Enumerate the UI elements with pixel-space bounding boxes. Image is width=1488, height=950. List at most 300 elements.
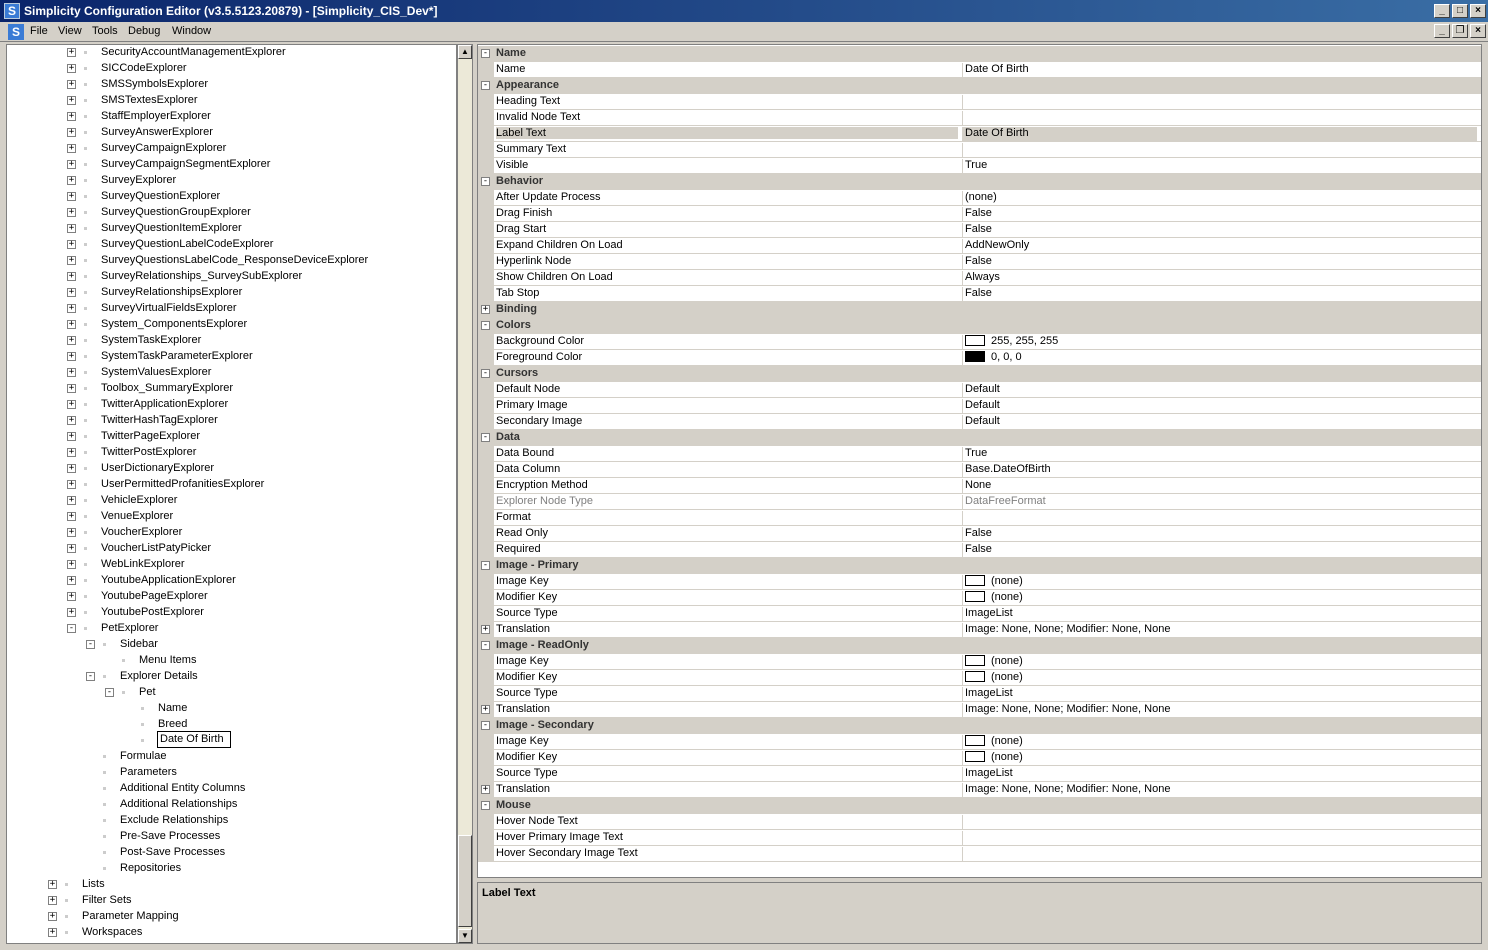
expand-icon[interactable]: + — [68, 495, 75, 505]
tree-node[interactable] — [7, 157, 456, 173]
tree-node[interactable] — [7, 845, 456, 861]
tree-node[interactable] — [7, 605, 456, 621]
property-name[interactable]: Summary Text — [496, 143, 567, 155]
property-name[interactable]: Heading Text — [496, 95, 561, 107]
property-name[interactable]: Explorer Node Type — [496, 495, 594, 507]
property-name[interactable]: Foreground Color — [496, 351, 583, 363]
property-category[interactable] — [478, 78, 1482, 94]
tree-scrollbar[interactable] — [457, 44, 473, 944]
property-name[interactable]: Tab Stop — [496, 287, 540, 299]
tree-node[interactable] — [7, 189, 456, 205]
expand-icon[interactable]: + — [68, 175, 75, 185]
collapse-icon[interactable]: - — [482, 368, 489, 378]
tree-node[interactable] — [7, 877, 456, 893]
property-value[interactable] — [962, 463, 1477, 478]
tree-node[interactable] — [7, 61, 456, 77]
tree-node-label[interactable]: PetExplorer — [101, 622, 159, 634]
property-row[interactable] — [478, 590, 1482, 606]
property-category[interactable] — [478, 558, 1482, 574]
scroll-down-icon[interactable]: ▼ — [458, 929, 472, 943]
explorer-tree[interactable] — [6, 44, 457, 944]
property-name[interactable]: Hyperlink Node — [496, 255, 572, 267]
expand-icon[interactable]: + — [68, 143, 75, 153]
expand-icon[interactable]: + — [68, 303, 75, 313]
property-row[interactable] — [478, 286, 1482, 302]
expand-icon[interactable]: + — [68, 47, 75, 57]
property-name[interactable]: Invalid Node Text — [496, 111, 581, 123]
tree-node[interactable] — [7, 765, 456, 781]
property-name[interactable]: Background Color — [496, 335, 585, 347]
expand-icon[interactable]: + — [68, 271, 75, 281]
tree-node-label[interactable]: SMSTextesExplorer — [101, 94, 198, 106]
tree-node[interactable] — [7, 749, 456, 765]
property-name[interactable]: Encryption Method — [496, 479, 588, 491]
tree-node-label[interactable]: VoucherExplorer — [101, 526, 183, 538]
property-row[interactable] — [478, 126, 1482, 142]
collapse-icon[interactable]: - — [482, 560, 489, 570]
property-row[interactable] — [478, 686, 1482, 702]
property-value[interactable] — [962, 575, 1477, 590]
collapse-icon[interactable]: - — [68, 623, 75, 633]
property-value[interactable] — [962, 735, 1477, 750]
property-value[interactable] — [962, 831, 1477, 846]
property-row[interactable] — [478, 830, 1482, 846]
scroll-thumb[interactable] — [458, 835, 472, 927]
property-row[interactable] — [478, 238, 1482, 254]
property-row[interactable] — [478, 334, 1482, 350]
tree-node[interactable] — [7, 685, 456, 701]
property-name[interactable]: Image Key — [496, 735, 549, 747]
maximize-button[interactable]: □ — [1452, 4, 1468, 18]
property-value[interactable] — [962, 767, 1477, 782]
tree-node[interactable] — [7, 493, 456, 509]
property-row[interactable] — [478, 222, 1482, 238]
tree-node[interactable] — [7, 653, 456, 669]
property-name[interactable]: Hover Secondary Image Text — [496, 847, 638, 859]
menu-window[interactable]: Window — [172, 25, 212, 37]
scroll-up-icon[interactable]: ▲ — [458, 45, 472, 59]
property-value[interactable] — [962, 847, 1477, 862]
property-row[interactable] — [478, 702, 1482, 718]
tree-node[interactable] — [7, 477, 456, 493]
tree-node[interactable] — [7, 397, 456, 413]
tree-node[interactable] — [7, 669, 456, 685]
tree-node-label[interactable]: SecurityAccountManagementExplorer — [101, 46, 286, 58]
property-name[interactable]: Secondary Image — [496, 415, 583, 427]
property-value[interactable] — [962, 687, 1477, 702]
expand-icon[interactable]: + — [68, 591, 75, 601]
tree-node-label[interactable]: WebLinkExplorer — [101, 558, 185, 570]
property-value[interactable] — [962, 63, 1477, 78]
property-value[interactable] — [962, 287, 1477, 302]
property-row[interactable] — [478, 94, 1482, 110]
tree-node[interactable] — [7, 285, 456, 301]
property-name[interactable]: Translation — [496, 623, 551, 635]
tree-node-label[interactable]: SurveyQuestionLabelCodeExplorer — [101, 238, 274, 250]
property-row[interactable] — [478, 622, 1482, 638]
property-value[interactable] — [962, 671, 1477, 686]
property-row[interactable] — [478, 766, 1482, 782]
doc-restore-button[interactable]: ❐ — [1452, 24, 1468, 38]
tree-node[interactable] — [7, 797, 456, 813]
tree-node-label[interactable]: SMSSymbolsExplorer — [101, 78, 208, 90]
tree-node-label[interactable]: Exclude Relationships — [120, 814, 229, 826]
property-value[interactable] — [962, 335, 1477, 350]
property-name[interactable]: Data Bound — [496, 447, 555, 459]
tree-node-label[interactable]: UserPermittedProfanitiesExplorer — [101, 478, 265, 490]
collapse-icon[interactable]: - — [482, 432, 489, 442]
property-value[interactable] — [962, 143, 1477, 158]
tree-node-label[interactable]: Sidebar — [120, 638, 158, 650]
collapse-icon[interactable]: - — [482, 320, 489, 330]
property-row[interactable] — [478, 814, 1482, 830]
tree-node[interactable] — [7, 317, 456, 333]
tree-node-label[interactable]: Pet — [139, 686, 156, 698]
property-name[interactable]: Hover Primary Image Text — [496, 831, 623, 843]
property-category[interactable] — [478, 430, 1482, 446]
property-name[interactable]: After Update Process — [496, 191, 601, 203]
tree-node-label[interactable]: StaffEmployerExplorer — [101, 110, 211, 122]
collapse-icon[interactable]: - — [106, 687, 113, 697]
property-value[interactable] — [962, 815, 1477, 830]
doc-close-button[interactable]: × — [1470, 24, 1486, 38]
tree-node[interactable] — [7, 381, 456, 397]
collapse-icon[interactable]: - — [482, 48, 489, 58]
property-value[interactable] — [962, 415, 1477, 430]
tree-node-label[interactable]: Toolbox_SummaryExplorer — [101, 382, 234, 394]
expand-icon[interactable]: + — [482, 784, 489, 794]
tree-node-label[interactable]: SystemTaskExplorer — [101, 334, 202, 346]
property-name[interactable]: Expand Children On Load — [496, 239, 623, 251]
expand-icon[interactable]: + — [49, 895, 56, 905]
tree-node[interactable] — [7, 77, 456, 93]
tree-node-label[interactable]: VenueExplorer — [101, 510, 174, 522]
expand-icon[interactable]: + — [68, 239, 75, 249]
property-name[interactable]: Translation — [496, 703, 551, 715]
tree-node[interactable] — [7, 429, 456, 445]
tree-node[interactable] — [7, 237, 456, 253]
menu-view[interactable]: View — [58, 25, 82, 37]
property-category[interactable] — [478, 174, 1482, 190]
expand-icon[interactable]: + — [68, 335, 75, 345]
close-button[interactable]: × — [1470, 4, 1486, 18]
property-name[interactable]: Name — [496, 63, 526, 75]
tree-node-label[interactable]: Pre-Save Processes — [120, 830, 221, 842]
property-row[interactable] — [478, 606, 1482, 622]
property-row[interactable] — [478, 398, 1482, 414]
property-grid[interactable] — [477, 44, 1482, 878]
property-name[interactable]: Hover Node Text — [496, 815, 578, 827]
property-row[interactable] — [478, 510, 1482, 526]
tree-node[interactable] — [7, 525, 456, 541]
property-row[interactable] — [478, 462, 1482, 478]
expand-icon[interactable]: + — [68, 287, 75, 297]
tree-node[interactable] — [7, 109, 456, 125]
tree-node[interactable] — [7, 205, 456, 221]
tree-node-label[interactable]: SurveyQuestionItemExplorer — [101, 222, 242, 234]
tree-node-label[interactable]: SurveyVirtualFieldsExplorer — [101, 302, 237, 314]
property-row[interactable] — [478, 190, 1482, 206]
expand-icon[interactable]: + — [68, 255, 75, 265]
tree-node-label[interactable]: VehicleExplorer — [101, 494, 178, 506]
tree-node[interactable] — [7, 509, 456, 525]
doc-minimize-button[interactable]: _ — [1434, 24, 1450, 38]
tree-node[interactable] — [7, 541, 456, 557]
tree-node[interactable] — [7, 333, 456, 349]
property-row[interactable] — [478, 478, 1482, 494]
expand-icon[interactable]: + — [68, 319, 75, 329]
tree-node[interactable] — [7, 573, 456, 589]
tree-node-label[interactable]: UserDictionaryExplorer — [101, 462, 215, 474]
tree-node[interactable] — [7, 301, 456, 317]
property-value[interactable] — [962, 127, 1477, 142]
property-category[interactable] — [478, 366, 1482, 382]
expand-icon[interactable]: + — [68, 463, 75, 473]
expand-icon[interactable]: + — [68, 415, 75, 425]
property-row[interactable] — [478, 654, 1482, 670]
tree-node-label[interactable]: SystemValuesExplorer — [101, 366, 212, 378]
expand-icon[interactable]: + — [68, 127, 75, 137]
property-name[interactable]: Label Text — [496, 127, 958, 139]
property-row[interactable] — [478, 670, 1482, 686]
tree-node[interactable] — [7, 413, 456, 429]
tree-node[interactable] — [7, 813, 456, 829]
expand-icon[interactable]: + — [49, 927, 56, 937]
property-row[interactable] — [478, 254, 1482, 270]
collapse-icon[interactable]: - — [482, 800, 489, 810]
expand-icon[interactable]: + — [68, 431, 75, 441]
property-name[interactable]: Required — [496, 543, 541, 555]
expand-icon[interactable]: + — [68, 191, 75, 201]
tree-node-label[interactable]: YoutubePostExplorer — [101, 606, 204, 618]
tree-node-label[interactable]: Additional Entity Columns — [120, 782, 246, 794]
tree-node-label[interactable]: Name — [158, 702, 188, 714]
property-value[interactable] — [962, 111, 1477, 126]
tree-node[interactable] — [7, 45, 456, 61]
property-value[interactable] — [962, 447, 1477, 462]
tree-node[interactable] — [7, 93, 456, 109]
tree-node[interactable] — [7, 893, 456, 909]
tree-node-label[interactable]: VoucherListPatyPicker — [101, 542, 212, 554]
tree-node-label[interactable]: SurveyAnswerExplorer — [101, 126, 213, 138]
property-row[interactable] — [478, 142, 1482, 158]
expand-icon[interactable]: + — [68, 367, 75, 377]
property-category[interactable] — [478, 798, 1482, 814]
menu-file[interactable]: File — [30, 25, 48, 37]
tree-node-label[interactable]: Parameter Mapping — [82, 910, 179, 922]
property-name[interactable]: Source Type — [496, 767, 558, 779]
property-row[interactable] — [478, 414, 1482, 430]
tree-node[interactable] — [7, 717, 456, 733]
expand-icon[interactable]: + — [49, 879, 56, 889]
tree-node-label[interactable]: SurveyQuestionGroupExplorer — [101, 206, 251, 218]
expand-icon[interactable]: + — [68, 607, 75, 617]
property-name[interactable]: Drag Start — [496, 223, 547, 235]
tree-node[interactable] — [7, 909, 456, 925]
tree-node[interactable] — [7, 461, 456, 477]
tree-node-label[interactable]: Parameters — [120, 766, 177, 778]
tree-node[interactable] — [7, 621, 456, 637]
expand-icon[interactable]: + — [68, 447, 75, 457]
property-value[interactable] — [962, 223, 1477, 238]
property-value[interactable] — [962, 783, 1477, 798]
tree-node-label[interactable]: SurveyRelationshipsExplorer — [101, 286, 243, 298]
property-row[interactable] — [478, 206, 1482, 222]
tree-node-label[interactable]: YoutubePageExplorer — [101, 590, 208, 602]
tree-node-label[interactable]: TwitterHashTagExplorer — [101, 414, 218, 426]
property-row[interactable] — [478, 574, 1482, 590]
minimize-button[interactable]: _ — [1434, 4, 1450, 18]
expand-icon[interactable]: + — [68, 575, 75, 585]
property-value[interactable] — [962, 511, 1477, 526]
property-value[interactable] — [962, 255, 1477, 270]
tree-node-label[interactable]: SurveyRelationships_SurveySubExplorer — [101, 270, 303, 282]
tree-node[interactable] — [7, 861, 456, 877]
tree-node[interactable] — [7, 589, 456, 605]
property-name[interactable]: Default Node — [496, 383, 561, 395]
property-value[interactable] — [962, 751, 1477, 766]
property-name[interactable]: Drag Finish — [496, 207, 553, 219]
expand-icon[interactable]: + — [482, 704, 489, 714]
tree-node[interactable] — [7, 925, 456, 941]
property-name[interactable]: Modifier Key — [496, 591, 558, 603]
tree-node[interactable] — [7, 445, 456, 461]
property-value[interactable] — [962, 95, 1477, 110]
collapse-icon[interactable]: - — [482, 176, 489, 186]
property-value[interactable] — [962, 623, 1477, 638]
expand-icon[interactable]: + — [49, 911, 56, 921]
expand-icon[interactable]: + — [68, 559, 75, 569]
property-row[interactable] — [478, 542, 1482, 558]
expand-icon[interactable]: + — [482, 304, 489, 314]
tree-node-label[interactable]: Formulae — [120, 750, 167, 762]
menu-debug[interactable]: Debug — [128, 25, 161, 37]
property-name[interactable]: Show Children On Load — [496, 271, 613, 283]
property-row[interactable] — [478, 446, 1482, 462]
property-row[interactable] — [478, 350, 1482, 366]
property-category[interactable] — [478, 46, 1482, 62]
property-name[interactable]: Read Only — [496, 527, 548, 539]
tree-node-label[interactable]: System_ComponentsExplorer — [101, 318, 248, 330]
tree-node-label[interactable]: TwitterPostExplorer — [101, 446, 197, 458]
property-value[interactable] — [962, 495, 1477, 510]
tree-node[interactable] — [7, 701, 456, 717]
tree-node[interactable] — [7, 221, 456, 237]
property-category[interactable] — [478, 318, 1482, 334]
expand-icon[interactable]: + — [68, 511, 75, 521]
expand-icon[interactable]: + — [68, 399, 75, 409]
property-name[interactable]: Data Column — [496, 463, 561, 475]
tree-node-label[interactable]: TwitterApplicationExplorer — [101, 398, 229, 410]
expand-icon[interactable]: + — [68, 63, 75, 73]
tree-node-label[interactable]: SurveyQuestionsLabelCode_ResponseDeviceExplorer — [101, 254, 369, 266]
expand-icon[interactable]: + — [482, 624, 489, 634]
property-name[interactable]: Modifier Key — [496, 751, 558, 763]
collapse-icon[interactable]: - — [87, 639, 94, 649]
tree-node-label[interactable]: SICCodeExplorer — [101, 62, 187, 74]
property-value[interactable] — [962, 399, 1477, 414]
property-value[interactable] — [962, 527, 1477, 542]
property-row[interactable] — [478, 734, 1482, 750]
property-value[interactable] — [962, 207, 1477, 222]
tree-node-label[interactable]: Additional Relationships — [120, 798, 238, 810]
collapse-icon[interactable]: - — [87, 671, 94, 681]
property-value[interactable] — [962, 703, 1477, 718]
tree-node-label[interactable]: SurveyCampaignExplorer — [101, 142, 227, 154]
expand-icon[interactable]: + — [68, 383, 75, 393]
property-value[interactable] — [962, 543, 1477, 558]
property-value[interactable] — [962, 655, 1477, 670]
property-value[interactable] — [962, 239, 1477, 254]
property-name[interactable]: Modifier Key — [496, 671, 558, 683]
tree-node-label[interactable]: Post-Save Processes — [120, 846, 226, 858]
property-value[interactable] — [962, 159, 1477, 174]
tree-node-label[interactable]: YoutubeApplicationExplorer — [101, 574, 236, 586]
property-name[interactable]: Image Key — [496, 575, 549, 587]
property-row[interactable] — [478, 62, 1482, 78]
property-row[interactable] — [478, 846, 1482, 862]
property-row[interactable] — [478, 494, 1482, 510]
property-row[interactable] — [478, 750, 1482, 766]
expand-icon[interactable]: + — [68, 111, 75, 121]
expand-icon[interactable]: + — [68, 207, 75, 217]
expand-icon[interactable]: + — [68, 223, 75, 233]
tree-node-label[interactable]: Filter Sets — [82, 894, 132, 906]
tree-node[interactable] — [7, 269, 456, 285]
tree-node[interactable] — [7, 141, 456, 157]
tree-node[interactable] — [7, 637, 456, 653]
property-name[interactable]: Source Type — [496, 687, 558, 699]
tree-node[interactable] — [7, 733, 456, 749]
tree-node-label[interactable]: SystemTaskParameterExplorer — [101, 350, 253, 362]
expand-icon[interactable]: + — [68, 527, 75, 537]
property-row[interactable] — [478, 526, 1482, 542]
expand-icon[interactable]: + — [68, 79, 75, 89]
property-name[interactable]: Primary Image — [496, 399, 568, 411]
tree-node[interactable] — [7, 349, 456, 365]
tree-node[interactable] — [7, 173, 456, 189]
property-name[interactable]: Translation — [496, 783, 551, 795]
property-row[interactable] — [478, 270, 1482, 286]
property-name[interactable]: Format — [496, 511, 531, 523]
tree-node[interactable] — [7, 253, 456, 269]
expand-icon[interactable]: + — [68, 95, 75, 105]
property-value[interactable] — [962, 607, 1477, 622]
property-row[interactable] — [478, 782, 1482, 798]
tree-node-label[interactable]: Menu Items — [139, 654, 197, 666]
expand-icon[interactable]: + — [68, 543, 75, 553]
property-category[interactable] — [478, 302, 1482, 318]
collapse-icon[interactable]: - — [482, 720, 489, 730]
property-row[interactable] — [478, 158, 1482, 174]
tree-node-label[interactable]: Explorer Details — [120, 670, 198, 682]
tree-node-label[interactable]: Workspaces — [82, 926, 143, 938]
property-value[interactable] — [962, 271, 1477, 286]
tree-node-label[interactable]: TwitterPageExplorer — [101, 430, 201, 442]
property-category[interactable] — [478, 718, 1482, 734]
tree-node[interactable] — [7, 125, 456, 141]
property-value[interactable] — [962, 383, 1477, 398]
property-row[interactable] — [478, 382, 1482, 398]
property-value[interactable] — [962, 351, 1477, 366]
property-name[interactable]: Source Type — [496, 607, 558, 619]
collapse-icon[interactable]: - — [482, 80, 489, 90]
tree-node-label[interactable]: SurveyExplorer — [101, 174, 177, 186]
tree-node-label[interactable]: Breed — [158, 718, 188, 730]
tree-node[interactable] — [7, 781, 456, 797]
property-category[interactable] — [478, 638, 1482, 654]
property-value[interactable] — [962, 479, 1477, 494]
